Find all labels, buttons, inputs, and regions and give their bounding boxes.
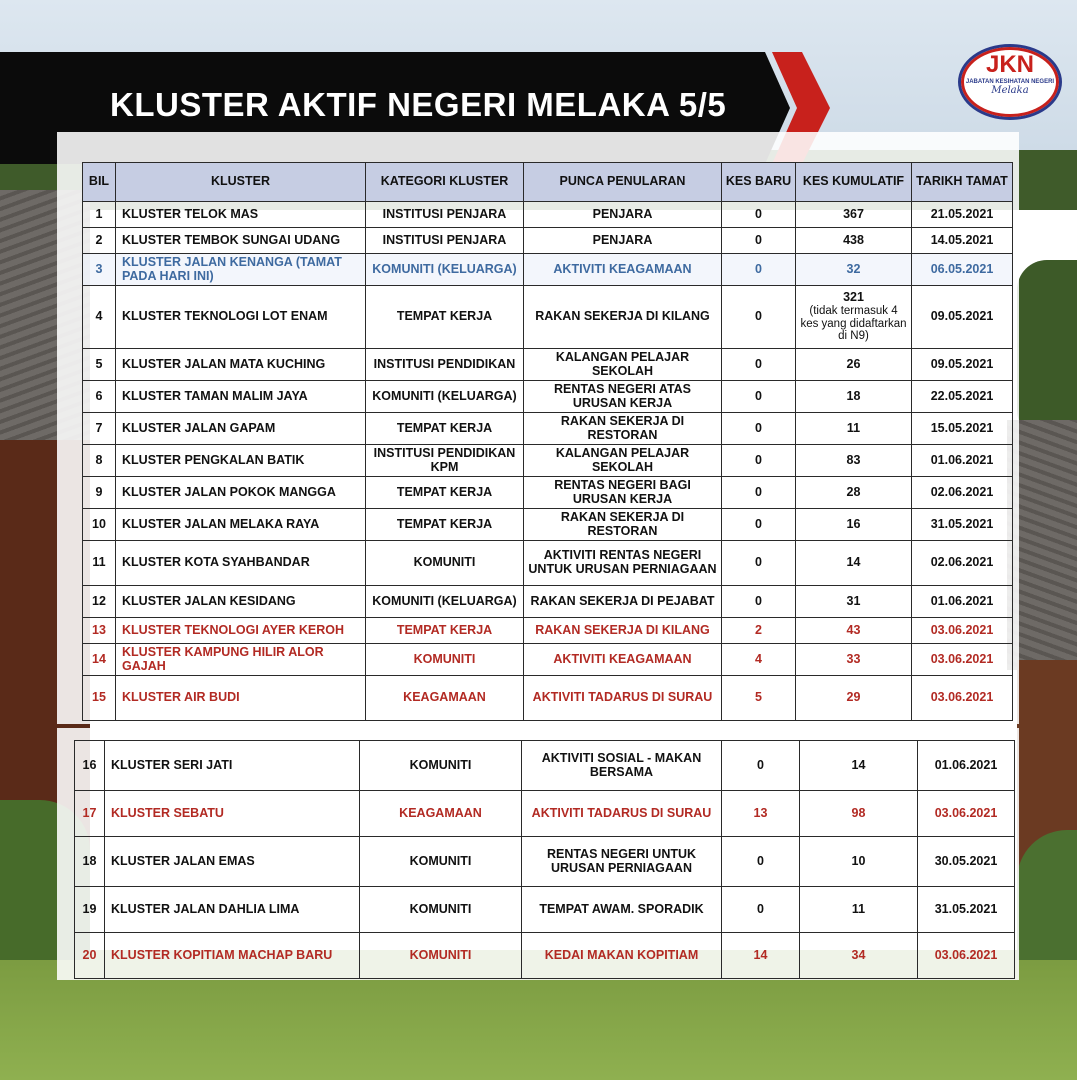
cell-tarikh: 01.06.2021 <box>912 445 1013 477</box>
logo-script: Melaka <box>991 85 1029 96</box>
cell-tarikh: 03.06.2021 <box>912 676 1013 721</box>
cell-punca: RAKAN SEKERJA DI PEJABAT <box>524 586 722 618</box>
table-row <box>83 445 1013 477</box>
cell-tarikh: 03.06.2021 <box>912 644 1013 676</box>
cell-tarikh: 03.06.2021 <box>918 791 1015 837</box>
cell-baru: 0 <box>722 509 796 541</box>
cell-kategori: KEAGAMAAN <box>360 791 522 837</box>
cell-kategori: KOMUNITI <box>366 644 524 676</box>
cell-kategori: KOMUNITI (KELUARGA) <box>366 381 524 413</box>
cell-kluster: KLUSTER TAMAN MALIM JAYA <box>116 381 366 413</box>
cell-kumulatif: 33 <box>796 644 912 676</box>
cell-tarikh: 02.06.2021 <box>912 541 1013 586</box>
cell-kumulatif: 26 <box>796 349 912 381</box>
cell-kategori: KOMUNITI <box>360 933 522 979</box>
table-row <box>83 381 1013 413</box>
cell-punca: RAKAN SEKERJA DI KILANG <box>524 618 722 644</box>
table-row <box>83 644 1013 676</box>
cell-bil: 18 <box>75 837 105 887</box>
cluster-table-1 <box>82 162 1013 721</box>
cell-kluster: KLUSTER JALAN DAHLIA LIMA <box>105 887 360 933</box>
cell-bil: 20 <box>75 933 105 979</box>
cell-punca: AKTIVITI KEAGAMAAN <box>524 254 722 286</box>
cell-kluster: KLUSTER TELOK MAS <box>116 202 366 228</box>
shrub-right <box>1017 830 1077 960</box>
cell-punca: KEDAI MAKAN KOPITIAM <box>522 933 722 979</box>
cell-bil: 7 <box>83 413 116 445</box>
cell-baru: 13 <box>722 791 800 837</box>
cell-kluster: KLUSTER JALAN KENANGA (TAMAT PADA HARI INI) <box>116 254 366 286</box>
cell-kumulatif: 14 <box>800 741 918 791</box>
cell-baru: 0 <box>722 541 796 586</box>
cell-tarikh: 31.05.2021 <box>918 887 1015 933</box>
cell-baru: 0 <box>722 349 796 381</box>
table-row <box>83 618 1013 644</box>
cell-bil: 9 <box>83 477 116 509</box>
cell-bil: 14 <box>83 644 116 676</box>
cell-baru: 0 <box>722 477 796 509</box>
cell-kategori: KOMUNITI <box>360 837 522 887</box>
cell-tarikh: 31.05.2021 <box>912 509 1013 541</box>
cell-kumulatif: 34 <box>800 933 918 979</box>
table-row <box>83 286 1013 349</box>
cell-kumulatif: 16 <box>796 509 912 541</box>
cell-bil: 15 <box>83 676 116 721</box>
table-row <box>83 477 1013 509</box>
table-header <box>83 163 1013 202</box>
cell-bil: 10 <box>83 509 116 541</box>
cell-bil: 16 <box>75 741 105 791</box>
table-row <box>75 791 1015 837</box>
cell-punca: RENTAS NEGERI UNTUK URUSAN PERNIAGAAN <box>522 837 722 887</box>
table-row <box>83 541 1013 586</box>
cell-bil: 4 <box>83 286 116 349</box>
cell-bil: 6 <box>83 381 116 413</box>
cell-kluster: KLUSTER JALAN KESIDANG <box>116 586 366 618</box>
logo-text: JKN <box>985 51 1034 78</box>
cell-tarikh: 09.05.2021 <box>912 349 1013 381</box>
cell-bil: 11 <box>83 541 116 586</box>
cell-baru: 2 <box>722 618 796 644</box>
cell-punca: AKTIVITI RENTAS NEGERI UNTUK URUSAN PERNIAGAAN <box>524 541 722 586</box>
cell-baru: 4 <box>722 644 796 676</box>
cell-tarikh: 02.06.2021 <box>912 477 1013 509</box>
cell-tarikh: 01.06.2021 <box>912 586 1013 618</box>
cell-bil: 5 <box>83 349 116 381</box>
cell-bil: 19 <box>75 887 105 933</box>
cell-kluster: KLUSTER AIR BUDI <box>116 676 366 721</box>
cell-baru: 0 <box>722 586 796 618</box>
cell-bil: 1 <box>83 202 116 228</box>
cell-baru: 0 <box>722 286 796 349</box>
cell-punca: PENJARA <box>524 228 722 254</box>
cell-kluster: KLUSTER SEBATU <box>105 791 360 837</box>
cell-punca: RAKAN SEKERJA DI RESTORAN <box>524 413 722 445</box>
header-punca: PUNCA PENULARAN <box>524 163 722 202</box>
header-bil: BIL <box>83 163 116 202</box>
cell-kategori: INSTITUSI PENDIDIKAN <box>366 349 524 381</box>
cell-kategori: KOMUNITI <box>366 541 524 586</box>
cell-kluster: KLUSTER JALAN MATA KUCHING <box>116 349 366 381</box>
cell-baru: 5 <box>722 676 796 721</box>
tree-right <box>1017 260 1077 440</box>
table-row <box>75 933 1015 979</box>
cell-kategori: KOMUNITI (KELUARGA) <box>366 586 524 618</box>
cell-kategori: KEAGAMAAN <box>366 676 524 721</box>
cell-baru: 0 <box>722 413 796 445</box>
cell-tarikh: 06.05.2021 <box>912 254 1013 286</box>
cell-baru: 0 <box>722 445 796 477</box>
cell-kluster: KLUSTER TEKNOLOGI LOT ENAM <box>116 286 366 349</box>
cell-tarikh: 03.06.2021 <box>912 618 1013 644</box>
cell-kategori: INSTITUSI PENJARA <box>366 202 524 228</box>
header-kes-baru: KES BARU <box>722 163 796 202</box>
cell-tarikh: 21.05.2021 <box>912 202 1013 228</box>
cell-kumulatif-value: 321 <box>843 290 864 305</box>
cell-kategori: TEMPAT KERJA <box>366 413 524 445</box>
cell-kategori: KOMUNITI <box>360 887 522 933</box>
cell-kumulatif: 83 <box>796 445 912 477</box>
header-kluster: KLUSTER <box>116 163 366 202</box>
jkn-logo <box>958 44 1062 120</box>
table-row <box>75 741 1015 791</box>
cell-kluster: KLUSTER TEKNOLOGI AYER KEROH <box>116 618 366 644</box>
table-row <box>83 349 1013 381</box>
cell-kategori: KOMUNITI (KELUARGA) <box>366 254 524 286</box>
cell-bil: 17 <box>75 791 105 837</box>
cell-baru: 0 <box>722 381 796 413</box>
cell-tarikh: 22.05.2021 <box>912 381 1013 413</box>
cell-kumulatif: 32 <box>796 254 912 286</box>
cluster-table-2 <box>74 740 1015 979</box>
cell-tarikh: 03.06.2021 <box>918 933 1015 979</box>
table-row <box>75 887 1015 933</box>
cell-kluster: KLUSTER JALAN POKOK MANGGA <box>116 477 366 509</box>
table-row <box>83 676 1013 721</box>
table-row <box>83 228 1013 254</box>
cell-punca: KALANGAN PELAJAR SEKOLAH <box>524 349 722 381</box>
cell-punca: AKTIVITI TADARUS DI SURAU <box>524 676 722 721</box>
cell-baru: 0 <box>722 887 800 933</box>
cell-bil: 2 <box>83 228 116 254</box>
table-row <box>83 586 1013 618</box>
cell-kluster: KLUSTER KAMPUNG HILIR ALOR GAJAH <box>116 644 366 676</box>
cell-kategori: TEMPAT KERJA <box>366 477 524 509</box>
cell-kumulatif: 10 <box>800 837 918 887</box>
cell-baru: 0 <box>722 837 800 887</box>
cell-kumulatif: 43 <box>796 618 912 644</box>
cell-kumulatif: 438 <box>796 228 912 254</box>
header-kes-kumulatif: KES KUMULATIF <box>796 163 912 202</box>
cell-tarikh: 01.06.2021 <box>918 741 1015 791</box>
cell-baru: 0 <box>722 741 800 791</box>
cell-baru: 14 <box>722 933 800 979</box>
cell-kategori: TEMPAT KERJA <box>366 509 524 541</box>
cell-kumulatif: 14 <box>796 541 912 586</box>
cell-punca: AKTIVITI TADARUS DI SURAU <box>522 791 722 837</box>
cell-tarikh: 09.05.2021 <box>912 286 1013 349</box>
cell-tarikh: 30.05.2021 <box>918 837 1015 887</box>
cell-kategori: INSTITUSI PENDIDIKAN KPM <box>366 445 524 477</box>
cell-kategori: TEMPAT KERJA <box>366 618 524 644</box>
cell-baru: 0 <box>722 228 796 254</box>
cell-kategori: TEMPAT KERJA <box>366 286 524 349</box>
header-kategori: KATEGORI KLUSTER <box>366 163 524 202</box>
cell-punca: RENTAS NEGERI BAGI URUSAN KERJA <box>524 477 722 509</box>
cell-kumulatif: 11 <box>800 887 918 933</box>
cell-punca: PENJARA <box>524 202 722 228</box>
cell-punca: RAKAN SEKERJA DI KILANG <box>524 286 722 349</box>
table-row <box>83 413 1013 445</box>
cell-kategori: KOMUNITI <box>360 741 522 791</box>
cell-kluster: KLUSTER JALAN MELAKA RAYA <box>116 509 366 541</box>
cell-bil: 13 <box>83 618 116 644</box>
cell-kluster: KLUSTER PENGKALAN BATIK <box>116 445 366 477</box>
logo-subtext: JABATAN KESIHATAN NEGERI <box>965 79 1055 85</box>
cell-punca: RAKAN SEKERJA DI RESTORAN <box>524 509 722 541</box>
cell-kumulatif: 29 <box>796 676 912 721</box>
cell-kumulatif: 11 <box>796 413 912 445</box>
cell-kluster: KLUSTER KOTA SYAHBANDAR <box>116 541 366 586</box>
page-title: KLUSTER AKTIF NEGERI MELAKA 5/5 <box>110 86 727 123</box>
cell-kategori: INSTITUSI PENJARA <box>366 228 524 254</box>
cell-kumulatif <box>796 286 912 349</box>
cell-kluster: KLUSTER SERI JATI <box>105 741 360 791</box>
cell-kumulatif: 31 <box>796 586 912 618</box>
cell-punca: KALANGAN PELAJAR SEKOLAH <box>524 445 722 477</box>
cell-kluster: KLUSTER KOPITIAM MACHAP BARU <box>105 933 360 979</box>
cell-punca: TEMPAT AWAM. SPORADIK <box>522 887 722 933</box>
cell-baru: 0 <box>722 202 796 228</box>
cell-kumulatif: 18 <box>796 381 912 413</box>
cell-tarikh: 14.05.2021 <box>912 228 1013 254</box>
cell-bil: 3 <box>83 254 116 286</box>
cell-punca: AKTIVITI SOSIAL - MAKAN BERSAMA <box>522 741 722 791</box>
table-row <box>83 509 1013 541</box>
cell-kluster: KLUSTER JALAN GAPAM <box>116 413 366 445</box>
cell-baru: 0 <box>722 254 796 286</box>
cell-bil: 12 <box>83 586 116 618</box>
cell-bil: 8 <box>83 445 116 477</box>
cell-punca: AKTIVITI KEAGAMAAN <box>524 644 722 676</box>
cell-kluster: KLUSTER JALAN EMAS <box>105 837 360 887</box>
cell-kumulatif: 98 <box>800 791 918 837</box>
cell-kumulatif: 28 <box>796 477 912 509</box>
header-tarikh: TARIKH TAMAT <box>912 163 1013 202</box>
cell-kumulatif-note: (tidak termasuk 4 kes yang didaftarkan di N9) <box>800 304 907 343</box>
cell-kluster: KLUSTER TEMBOK SUNGAI UDANG <box>116 228 366 254</box>
cell-punca: RENTAS NEGERI ATAS URUSAN KERJA <box>524 381 722 413</box>
table-row <box>83 202 1013 228</box>
cell-tarikh: 15.05.2021 <box>912 413 1013 445</box>
table-row <box>75 837 1015 887</box>
table-row <box>83 254 1013 286</box>
cell-kumulatif: 367 <box>796 202 912 228</box>
